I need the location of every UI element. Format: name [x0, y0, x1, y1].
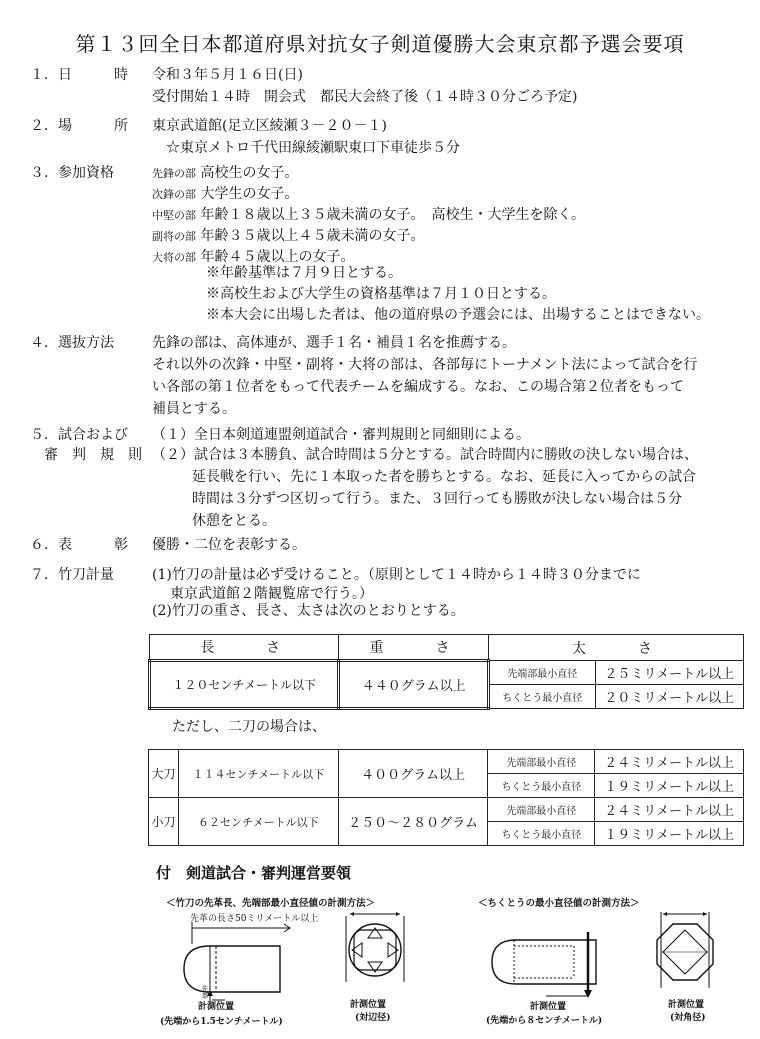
- qualification-row: 大将の部 年齢４５歳以上の女子。: [152, 249, 355, 265]
- note-age: ※年齢基準は７月９日とする。: [206, 265, 402, 281]
- shoto-tip-label: 先端部最小直径: [488, 798, 595, 822]
- chikuto-diagram: [478, 930, 628, 1008]
- shoto-tip-value: ２４ミリメートル以上: [595, 798, 744, 822]
- shoto-weight: ２５０～２８０グラム: [338, 798, 488, 846]
- right-diagram-caption: ＜ちくとうの最小直径値の計測方法＞: [478, 898, 640, 909]
- section-5-label-2: 審 判 規 則: [44, 447, 142, 463]
- tip-diameter-value: ２５ミリメートル以上: [595, 661, 743, 685]
- left-pos-label: 計測位置: [198, 1002, 235, 1012]
- header-weight: 重 さ: [339, 635, 489, 661]
- left-pos-note: (先端から1.5センチメートル): [160, 1017, 283, 1027]
- nito-note: ただし、二刀の場合は、: [172, 719, 326, 735]
- section-7-label: ７．竹刀計量: [30, 567, 114, 583]
- note-student: ※高校生および大学生の資格基準は７月１０日とする。: [206, 286, 556, 302]
- appendix-heading: 付 剣道試合・審判運営要領: [156, 864, 352, 882]
- chikuto-diameter-value: ２０ミリメートル以上: [595, 685, 743, 709]
- right-pos-note: (先端から８センチメートル): [486, 1016, 603, 1026]
- rule-item-2-cont: 延長戦を行い、先に１本取った者を勝ちとする。なお、延長に入ってからの試合: [192, 469, 696, 485]
- rule-item-2: （２）試合は３本勝負、試合時間は５分とする。試合時間内に勝敗の決しない場合は、: [152, 447, 698, 463]
- qualification-row: 先鋒の部 高校生の女子。: [152, 165, 299, 181]
- left-cross-label: 計測位置: [350, 1000, 387, 1010]
- page-title: 第１３回全日本都道府県対抗女子剣道優勝大会東京都予選会要項: [75, 32, 685, 56]
- header-length: 長 さ: [150, 635, 339, 661]
- daito-chikuto-label: ちくとう最小直径: [488, 774, 595, 798]
- venue-text: 東京武道館(足立区綾瀬３－２０－１): [152, 118, 387, 134]
- header-thickness: 太 さ: [488, 635, 743, 661]
- chikuto-diameter-label: ちくとう最小直径: [488, 685, 595, 709]
- daito-chikuto-value: １９ミリメートル以上: [595, 774, 744, 798]
- rule-item-1: （１）全日本剣道連盟剣道試合・審判規則と同細則による。: [152, 427, 530, 443]
- selection-line: それ以外の次鋒・中堅・副将・大将の部は、各部毎にトーナメント法によって試合を行: [152, 357, 698, 373]
- section-1-label: １．日 時: [30, 67, 128, 83]
- selection-line: い各部の第１位者をもって代表チームを編成する。なお、この場合第２位者をもって: [152, 379, 684, 395]
- section-4-label: ４．選抜方法: [30, 335, 114, 351]
- nito-spec-table: [148, 749, 744, 846]
- selection-line: 補員とする。: [152, 401, 236, 417]
- length-value: １２０センチメートル以下: [150, 661, 339, 709]
- qualification-row: 中堅の部 年齢１８歳以上３５歳未満の女子。 高校生・大学生を除く。: [152, 207, 586, 223]
- section-2-label: ２．場 所: [30, 118, 128, 134]
- date-text: 令和３年５月１６日(日): [152, 67, 303, 83]
- weighing-line: 東京武道館２階観覧席で行う。）: [170, 586, 373, 602]
- section-5-label: ５．試合および: [30, 427, 128, 443]
- rule-item-2-cont: 時間は３分ずつ区切って行う。また、３回行っても勝敗が決しない場合は５分: [192, 491, 682, 507]
- qualification-row: 次鋒の部 大学生の女子。: [152, 186, 299, 202]
- section-6-label: ６．表 彰: [30, 537, 128, 553]
- note-exclusive: ※本大会に出場した者は、他の道府県の予選会には、出場することはできない。: [206, 307, 710, 323]
- shoto-label: 小刀: [149, 798, 179, 846]
- right-cross-label: 計測位置: [668, 1000, 705, 1010]
- daito-tip-label: 先端部最小直径: [488, 750, 595, 774]
- shoto-chikuto-label: ちくとう最小直径: [488, 822, 595, 846]
- sakigawa-label: 先革: [201, 985, 209, 999]
- right-cross-section-diagram: [645, 910, 725, 996]
- shinai-tip-diagram: [170, 920, 340, 1010]
- daito-tip-value: ２４ミリメートル以上: [595, 750, 744, 774]
- selection-line: 先鋒の部は、高体連が、選手１名・補員１名を推薦する。: [152, 335, 516, 351]
- weighing-line: (2)竹刀の重さ、長さ、太さは次のとおりとする。: [152, 603, 465, 619]
- award-text: 優勝・二位を表彰する。: [152, 537, 306, 553]
- access-text: ☆東京メトロ千代田線綾瀬駅東口下車徒歩５分: [166, 140, 460, 156]
- daito-length: １１４センチメートル以下: [178, 750, 338, 798]
- shoto-length: ６２センチメートル以下: [178, 798, 338, 846]
- daito-weight: ４００グラム以上: [338, 750, 488, 798]
- qualification-row: 副将の部 年齢３５歳以上４５歳未満の女子。: [152, 228, 425, 244]
- right-pos-label: 計測位置: [530, 1002, 567, 1012]
- daito-label: 大刀: [149, 750, 179, 798]
- length-label: 先革の長さ50ミリメートル以上: [190, 914, 319, 924]
- rule-item-2-cont: 休憩をとる。: [192, 513, 276, 529]
- shinai-spec-table: [148, 634, 744, 710]
- weight-value: ４４０グラム以上: [339, 661, 489, 709]
- right-cross-note: (対角径): [670, 1013, 706, 1023]
- left-cross-note: (対辺径): [355, 1013, 391, 1023]
- tip-diameter-label: 先端部最小直径: [488, 661, 595, 685]
- section-3-label: ３．参加資格: [30, 165, 114, 181]
- left-cross-section-diagram: [340, 912, 410, 990]
- shoto-chikuto-value: １９ミリメートル以上: [595, 822, 744, 846]
- schedule-text: 受付開始１４時 開会式 都民大会終了後（１４時３０分ごろ予定): [152, 89, 578, 105]
- weighing-line: (1)竹刀の計量は必ず受けること。（原則として１４時から１４時３０分までに: [152, 567, 641, 583]
- left-diagram-caption: ＜竹刀の先革長、先端部最小直径値の計測方法＞: [166, 898, 376, 909]
